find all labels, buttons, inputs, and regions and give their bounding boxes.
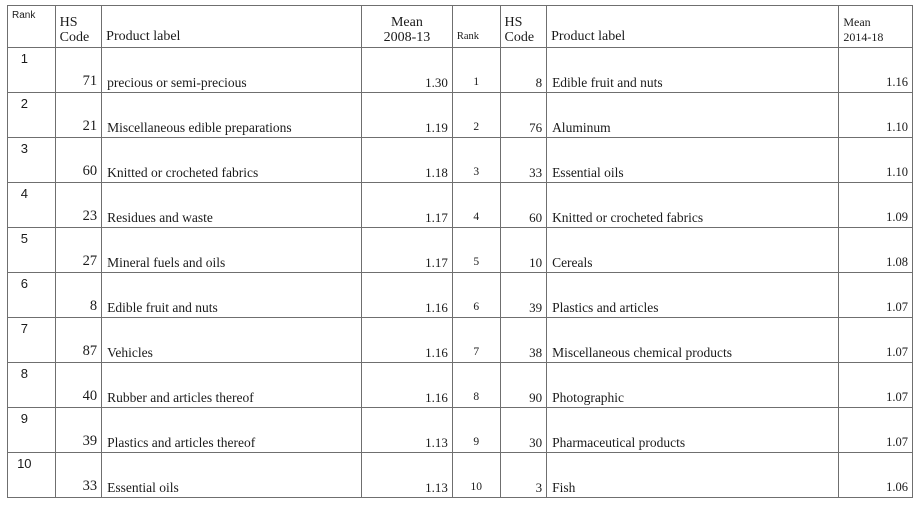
product-ranking-table [7, 5, 913, 498]
mean-2008-13-cell: 1.17 [361, 183, 452, 228]
hs-code-right-cell: 76 [500, 93, 547, 138]
mean-2008-13-cell: 1.13 [361, 408, 452, 453]
table-row [8, 48, 913, 93]
mean-2014-18-cell: 1.07 [839, 363, 913, 408]
hs-code-left-cell: 23 [55, 183, 102, 228]
product-label-left-cell: Vehicles [102, 318, 362, 363]
table-row [8, 183, 913, 228]
product-label-left-cell: Rubber and articles thereof [102, 363, 362, 408]
mean-2008-13-cell: 1.16 [361, 318, 452, 363]
mean-2014-18-cell: 1.07 [839, 408, 913, 453]
product-label-right-cell: Photographic [547, 363, 839, 408]
table-row [8, 228, 913, 273]
header-mean-left-line2: 2008-13 [383, 30, 431, 45]
product-label-right-cell: Pharmaceutical products [547, 408, 839, 453]
header-hs-code-left-line1: HS [59, 15, 78, 30]
table-row [8, 138, 913, 183]
product-label-right-cell: Miscellaneous chemical products [547, 318, 839, 363]
hs-code-left-cell: 21 [55, 93, 102, 138]
mean-2008-13-cell: 1.16 [361, 273, 452, 318]
product-label-left-cell: Edible fruit and nuts [102, 273, 362, 318]
header-mean-right [839, 6, 913, 48]
mean-2008-13-cell: 1.30 [361, 48, 452, 93]
rank-left-cell: 4 [8, 183, 56, 228]
hs-code-right-cell: 30 [500, 408, 547, 453]
product-label-left-cell: Essential oils [102, 453, 362, 498]
rank-right-cell: 4 [452, 183, 500, 228]
product-label-left-cell: Knitted or crocheted fabrics [102, 138, 362, 183]
hs-code-right-cell: 90 [500, 363, 547, 408]
product-label-right-cell: Essential oils [547, 138, 839, 183]
mean-2008-13-cell: 1.19 [361, 93, 452, 138]
hs-code-right-cell: 38 [500, 318, 547, 363]
header-mean-left-line1: Mean [390, 15, 423, 30]
header-hs-code-left-line2: Code [59, 30, 90, 45]
hs-code-right-cell: 60 [500, 183, 547, 228]
product-label-left-cell: Plastics and articles thereof [102, 408, 362, 453]
header-rank-left: Rank [8, 6, 56, 48]
rank-right-cell: 10 [452, 453, 500, 498]
header-hs-code-right [500, 6, 547, 48]
rank-right-cell: 6 [452, 273, 500, 318]
product-label-left-cell: Miscellaneous edible preparations [102, 93, 362, 138]
header-hs-code-left [55, 6, 102, 48]
mean-2008-13-cell: 1.13 [361, 453, 452, 498]
mean-2008-13-cell: 1.18 [361, 138, 452, 183]
mean-2008-13-cell: 1.16 [361, 363, 452, 408]
product-label-left-cell: precious or semi-precious [102, 48, 362, 93]
header-product-label-left: Product label [102, 6, 362, 48]
hs-code-right-cell: 3 [500, 453, 547, 498]
product-label-left-cell: Residues and waste [102, 183, 362, 228]
header-hs-code-right-line2: Code [504, 30, 535, 45]
rank-right-cell: 7 [452, 318, 500, 363]
header-rank-right: Rank [452, 6, 500, 48]
mean-2014-18-cell: 1.07 [839, 318, 913, 363]
product-label-right-cell: Plastics and articles [547, 273, 839, 318]
rank-right-cell: 2 [452, 93, 500, 138]
product-label-right-cell: Fish [547, 453, 839, 498]
mean-2014-18-cell: 1.08 [839, 228, 913, 273]
header-mean-right-line2: 2014-18 [843, 30, 884, 44]
mean-2008-13-cell: 1.17 [361, 228, 452, 273]
rank-right-cell: 9 [452, 408, 500, 453]
rank-right-cell: 5 [452, 228, 500, 273]
product-label-left-cell: Mineral fuels and oils [102, 228, 362, 273]
hs-code-left-cell: 87 [55, 318, 102, 363]
rank-left-cell: 8 [8, 363, 56, 408]
mean-2014-18-cell: 1.06 [839, 453, 913, 498]
hs-code-right-cell: 10 [500, 228, 547, 273]
rank-left-cell: 2 [8, 93, 56, 138]
rank-left-cell: 3 [8, 138, 56, 183]
table-body [8, 6, 913, 498]
table-row [8, 93, 913, 138]
header-mean-left [361, 6, 452, 48]
mean-2014-18-cell: 1.07 [839, 273, 913, 318]
table-row [8, 318, 913, 363]
hs-code-right-cell: 39 [500, 273, 547, 318]
table-row [8, 363, 913, 408]
table-row [8, 273, 913, 318]
rank-right-cell: 8 [452, 363, 500, 408]
rank-right-cell: 1 [452, 48, 500, 93]
product-label-right-cell: Aluminum [547, 93, 839, 138]
header-row [8, 6, 913, 48]
rank-left-cell: 1 [8, 48, 56, 93]
hs-code-left-cell: 39 [55, 408, 102, 453]
header-hs-code-right-line1: HS [504, 15, 523, 30]
hs-code-left-cell: 33 [55, 453, 102, 498]
mean-2014-18-cell: 1.09 [839, 183, 913, 228]
rank-left-cell: 5 [8, 228, 56, 273]
product-label-right-cell: Edible fruit and nuts [547, 48, 839, 93]
rank-left-cell: 6 [8, 273, 56, 318]
hs-code-left-cell: 60 [55, 138, 102, 183]
mean-2014-18-cell: 1.16 [839, 48, 913, 93]
rank-left-cell: 7 [8, 318, 56, 363]
rank-right-cell: 3 [452, 138, 500, 183]
product-label-right-cell: Cereals [547, 228, 839, 273]
rank-left-cell: 10 [8, 453, 56, 498]
hs-code-right-cell: 33 [500, 138, 547, 183]
hs-code-right-cell: 8 [500, 48, 547, 93]
hs-code-left-cell: 8 [55, 273, 102, 318]
mean-2014-18-cell: 1.10 [839, 138, 913, 183]
mean-2014-18-cell: 1.10 [839, 93, 913, 138]
header-product-label-right: Product label [547, 6, 839, 48]
table-row [8, 408, 913, 453]
header-mean-right-line1: Mean [843, 15, 871, 29]
table-row [8, 453, 913, 498]
hs-code-left-cell: 40 [55, 363, 102, 408]
rank-left-cell: 9 [8, 408, 56, 453]
hs-code-left-cell: 71 [55, 48, 102, 93]
hs-code-left-cell: 27 [55, 228, 102, 273]
product-label-right-cell: Knitted or crocheted fabrics [547, 183, 839, 228]
